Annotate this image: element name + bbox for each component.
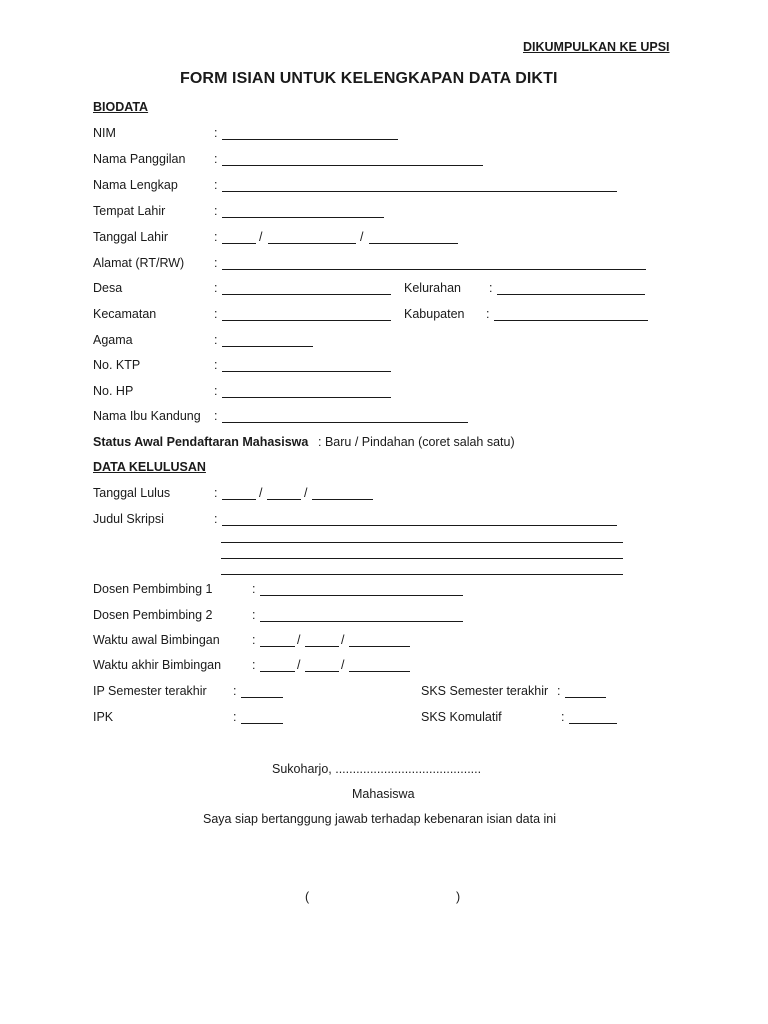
agama-colon: : xyxy=(214,333,218,347)
no-hp-label: No. HP xyxy=(93,384,134,398)
desa-colon: : xyxy=(214,281,218,295)
no-hp-colon: : xyxy=(214,384,218,398)
nama-panggilan-label: Nama Panggilan xyxy=(93,152,186,166)
no-ktp-field[interactable] xyxy=(222,371,391,372)
waktu-awal-year-field[interactable] xyxy=(349,646,410,647)
sks-kumulatif-colon: : xyxy=(561,710,565,724)
waktu-akhir-label: Waktu akhir Bimbingan xyxy=(93,658,222,672)
judul-skripsi-line-1[interactable] xyxy=(222,525,617,526)
kabupaten-label: Kabupaten xyxy=(404,307,465,321)
tanggal-lulus-day-field[interactable] xyxy=(222,499,256,500)
ip-semester-field[interactable] xyxy=(241,697,283,698)
nama-lengkap-field[interactable] xyxy=(222,191,617,192)
page-title: FORM ISIAN UNTUK KELENGKAPAN DATA DIKTI xyxy=(180,70,558,87)
nim-colon: : xyxy=(214,126,218,140)
sks-semester-colon: : xyxy=(557,684,561,698)
kabupaten-colon: : xyxy=(486,307,490,321)
waktu-akhir-day-field[interactable] xyxy=(260,671,295,672)
kecamatan-label: Kecamatan xyxy=(93,307,157,321)
ipk-colon: : xyxy=(233,710,237,724)
alamat-colon: : xyxy=(214,256,218,270)
tanggal-lulus-slash-2: / xyxy=(304,486,308,500)
ipk-field[interactable] xyxy=(241,723,283,724)
waktu-awal-label: Waktu awal Bimbingan xyxy=(93,633,220,647)
nim-label: NIM xyxy=(93,126,116,140)
tanggal-lahir-slash-1: / xyxy=(259,230,263,244)
tanggal-lahir-day-field[interactable] xyxy=(222,243,256,244)
judul-skripsi-label: Judul Skripsi xyxy=(93,512,164,526)
judul-skripsi-line-4[interactable] xyxy=(221,574,623,575)
sks-semester-label: SKS Semester terakhir xyxy=(421,684,549,698)
tanggal-lahir-colon: : xyxy=(214,230,218,244)
tempat-lahir-colon: : xyxy=(214,204,218,218)
kelurahan-field[interactable] xyxy=(497,294,645,295)
status-label: Status Awal Pendaftaran Mahasiswa xyxy=(93,435,309,449)
nim-field[interactable] xyxy=(222,139,398,140)
no-ktp-label: No. KTP xyxy=(93,358,141,372)
judul-skripsi-line-3[interactable] xyxy=(221,558,623,559)
dosen-1-field[interactable] xyxy=(260,595,463,596)
ip-semester-label: IP Semester terakhir xyxy=(93,684,207,698)
waktu-awal-slash-1: / xyxy=(297,633,301,647)
waktu-awal-colon: : xyxy=(252,633,256,647)
agama-label: Agama xyxy=(93,333,133,347)
tanggal-lahir-slash-2: / xyxy=(360,230,364,244)
kelurahan-colon: : xyxy=(489,281,493,295)
no-hp-field[interactable] xyxy=(222,397,391,398)
kecamatan-field[interactable] xyxy=(222,320,391,321)
nama-lengkap-label: Nama Lengkap xyxy=(93,178,178,192)
dosen-1-colon: : xyxy=(252,582,256,596)
tempat-lahir-label: Tempat Lahir xyxy=(93,204,166,218)
no-ktp-colon: : xyxy=(214,358,218,372)
tanggal-lulus-colon: : xyxy=(214,486,218,500)
waktu-awal-day-field[interactable] xyxy=(260,646,295,647)
ip-semester-colon: : xyxy=(233,684,237,698)
desa-label: Desa xyxy=(93,281,123,295)
waktu-akhir-slash-2: / xyxy=(341,658,345,672)
nama-ibu-colon: : xyxy=(214,409,218,423)
dosen-2-colon: : xyxy=(252,608,256,622)
dosen-2-field[interactable] xyxy=(260,621,463,622)
signature-open-paren: ( xyxy=(305,890,310,904)
desa-field[interactable] xyxy=(222,294,391,295)
nama-ibu-label: Nama Ibu Kandung xyxy=(93,409,201,423)
statement: Saya siap bertanggung jawab terhadap kebenaran isian data ini xyxy=(203,812,557,826)
nama-ibu-field[interactable] xyxy=(222,422,468,423)
tempat-lahir-field[interactable] xyxy=(222,217,384,218)
waktu-akhir-year-field[interactable] xyxy=(349,671,410,672)
waktu-akhir-colon: : xyxy=(252,658,256,672)
waktu-awal-slash-2: / xyxy=(341,633,345,647)
tanggal-lulus-year-field[interactable] xyxy=(312,499,373,500)
dosen-2-label: Dosen Pembimbing 2 xyxy=(93,608,213,622)
kelulusan-heading: DATA KELULUSAN xyxy=(93,460,206,474)
biodata-heading: BIODATA xyxy=(93,100,149,114)
kecamatan-colon: : xyxy=(214,307,218,321)
status-value[interactable]: : Baru / Pindahan (coret salah satu) xyxy=(318,435,515,449)
tanggal-lahir-year-field[interactable] xyxy=(369,243,458,244)
tanggal-lahir-label: Tanggal Lahir xyxy=(93,230,169,244)
nama-lengkap-colon: : xyxy=(214,178,218,192)
alamat-field[interactable] xyxy=(222,269,646,270)
tanggal-lulus-label: Tanggal Lulus xyxy=(93,486,171,500)
signer-role: Mahasiswa xyxy=(352,787,415,801)
kelurahan-label: Kelurahan xyxy=(404,281,461,295)
waktu-awal-month-field[interactable] xyxy=(305,646,339,647)
sks-kumulatif-field[interactable] xyxy=(569,723,617,724)
tanggal-lulus-slash-1: / xyxy=(259,486,263,500)
place-date[interactable]: Sukoharjo, .......................................... xyxy=(272,762,482,776)
ipk-label: IPK xyxy=(93,710,114,724)
waktu-akhir-month-field[interactable] xyxy=(305,671,339,672)
sks-semester-field[interactable] xyxy=(565,697,606,698)
alamat-label: Alamat (RT/RW) xyxy=(93,256,185,270)
waktu-akhir-slash-1: / xyxy=(297,658,301,672)
judul-skripsi-line-2[interactable] xyxy=(221,542,623,543)
agama-field[interactable] xyxy=(222,346,313,347)
signature-close-paren: ) xyxy=(456,890,461,904)
judul-skripsi-colon: : xyxy=(214,512,218,526)
sks-kumulatif-label: SKS Komulatif xyxy=(421,710,502,724)
nama-panggilan-colon: : xyxy=(214,152,218,166)
submit-note: DIKUMPULKAN KE UPSI xyxy=(523,40,670,54)
kabupaten-field[interactable] xyxy=(494,320,648,321)
tanggal-lulus-month-field[interactable] xyxy=(267,499,301,500)
dosen-1-label: Dosen Pembimbing 1 xyxy=(93,582,213,596)
tanggal-lahir-month-field[interactable] xyxy=(268,243,356,244)
nama-panggilan-field[interactable] xyxy=(222,165,483,166)
signature-name-field[interactable] xyxy=(314,888,454,906)
